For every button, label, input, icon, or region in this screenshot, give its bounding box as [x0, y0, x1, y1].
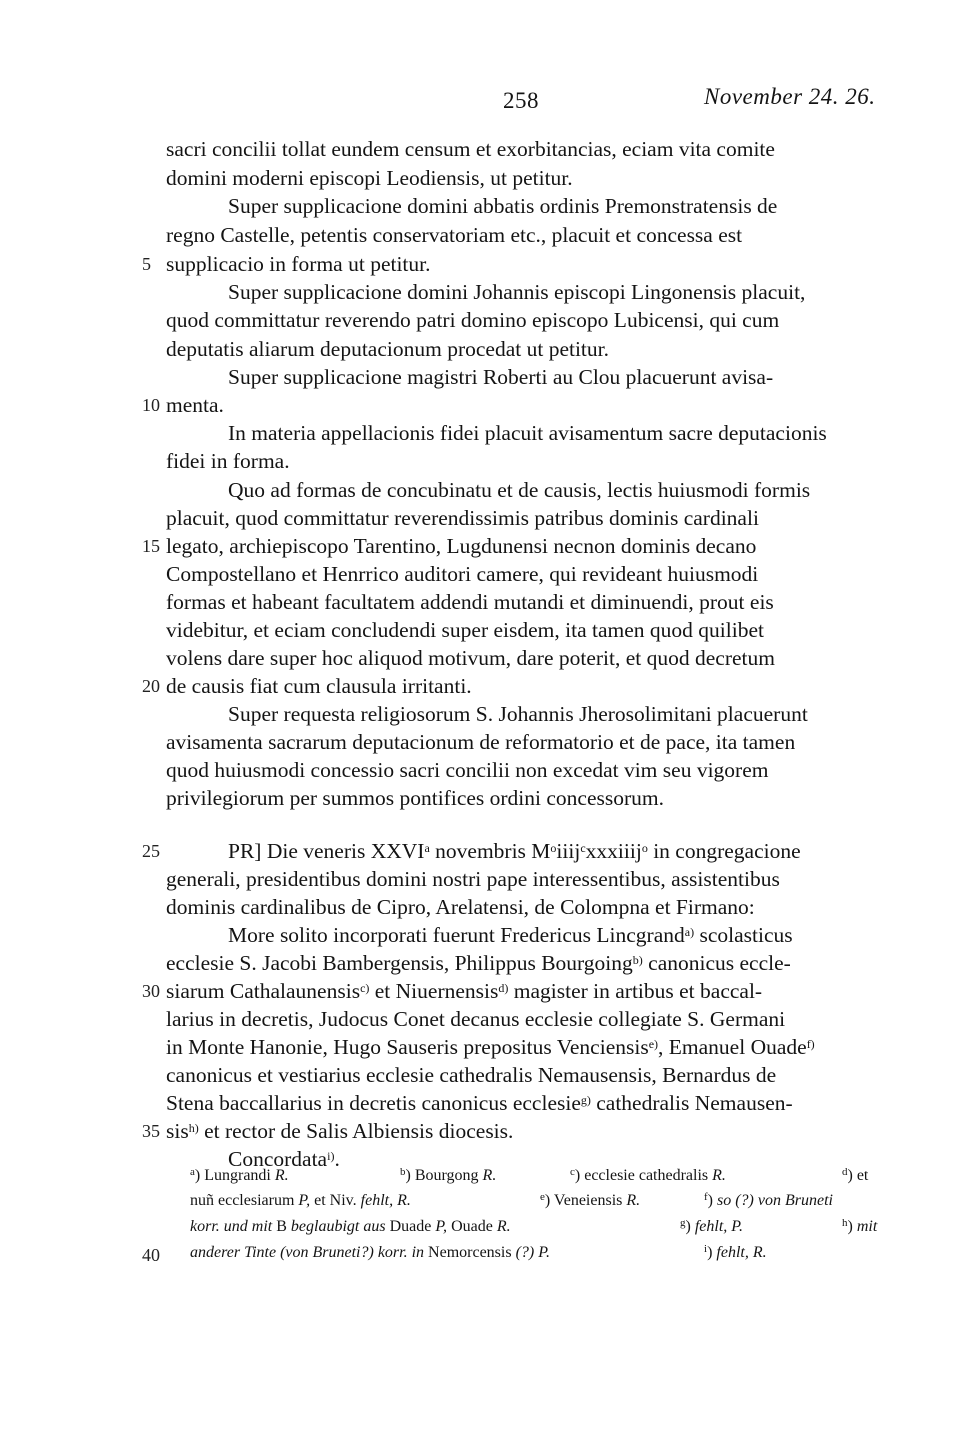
line-number: 35 — [142, 1121, 160, 1141]
text-line: avisamenta sacrarum deputacionum de reformatorio et de pace, ita tamen — [166, 730, 796, 754]
footnote-i: $^i$) fehlt, R. — [704, 1243, 767, 1261]
footnote-d: $^d$) et — [842, 1166, 869, 1184]
text-line: legato, archiepiscopo Tarentino, Lugdunensi necnon dominis decano — [166, 534, 757, 558]
text-line: Compostellano et Henrrico auditori camere, qui revideant huiusmodi — [166, 562, 759, 586]
line-number: 5 — [142, 254, 151, 274]
text-line: generali, presidentibus domini nostri pape interessentibus, assistentibus — [166, 867, 780, 891]
footnote-h: $^h$) mit — [842, 1217, 878, 1235]
text-line: privilegiorum per summos pontifices ordini concessorum. — [166, 786, 664, 810]
text-line: quod huiusmodi concessio sacri concilii non excedat vim seu vigorem — [166, 758, 769, 782]
text-line: sis$^{h)}$ et rector de Salis Albiensis diocesis. — [166, 1119, 514, 1143]
text-line: In materia appellacionis fidei placuit avisamentum sacre deputacionis — [228, 421, 827, 445]
text-line: canonicus et vestiarius ecclesie cathedralis Nemausensis, Bernardus de — [166, 1063, 777, 1087]
page-header — [0, 84, 960, 124]
text-line: videbitur, et eciam concludendi super eisdem, ita tamen quod quilibet — [166, 618, 764, 642]
text-line: Concordata$^{i)}$. — [228, 1147, 340, 1171]
text-line: Quo ad formas de concubinatu et de causis, lectis huiusmodi formis — [228, 478, 811, 502]
footnote-e: $^e$) Veneiensis R. — [540, 1191, 641, 1209]
line-number: 10 — [142, 395, 160, 415]
line-number: 25 — [142, 841, 160, 861]
line-number: 20 — [142, 676, 160, 696]
text-line: sacri concilii tollat eundem censum et exorbitancias, eciam vita comite — [166, 137, 775, 161]
session-heading-line: PR] Die veneris XXVI$^a$ novembris $M^oiiij^cxxxiiij^o$ in congregacione — [228, 839, 801, 863]
footnote-c: $^c$) ecclesie cathedralis R. — [570, 1166, 726, 1184]
text-line: menta. — [166, 393, 224, 417]
text-line: Super supplicacione domini abbatis ordinis Premonstratensis de — [228, 194, 778, 218]
footnote-f: $^f$) so (?) von Bruneti — [704, 1191, 833, 1209]
footnote-d-continued: nuñ ecclesiarum P, et Niv. fehlt, R. — [190, 1192, 411, 1209]
footnote-a: $^a$) Lungrandi R. — [190, 1166, 289, 1184]
text-line: ecclesie S. Jacobi Bambergensis, Philippus Bourgoing$^{b)}$ canonicus eccle- — [166, 951, 791, 975]
text-line: domini moderni episcopi Leodiensis, ut petitur. — [166, 166, 573, 190]
text-line: regno Castelle, petentis conservatoriam etc., placuit et concessa est — [166, 223, 743, 247]
text-line: volens dare super hoc aliquod motivum, dare poterit, et quod decretum — [166, 646, 775, 670]
footnote-f-continued: korr. und mit B beglaubigt aus Duade P, Ouade R. — [190, 1218, 511, 1235]
page-number: 258 — [503, 88, 539, 113]
text-line: Super supplicacione magistri Roberti au Clou placuerunt avisa- — [228, 365, 774, 389]
text-line: supplicacio in forma ut petitur. — [166, 252, 431, 276]
text-line: siarum Cathalaunensis$^{c)}$ et Niuernensis$^{d)}$ magister in artibus et baccal- — [166, 979, 763, 1003]
text-line: dominis cardinalibus de Cipro, Arelatensi, de Colompna et Firmano: — [166, 895, 755, 919]
text-line: Super supplicacione domini Johannis episcopi Lingonensis placuit, — [228, 280, 806, 304]
text-line: placuit, quod committatur reverendissimis patribus dominis cardinali — [166, 506, 759, 530]
line-number: 40 — [142, 1245, 160, 1265]
text-line: Super requesta religiosorum S. Johannis Jherosolimitani placuerunt — [228, 702, 808, 726]
text-line: quod committatur reverendo patri domino episcopo Lubicensi, qui cum — [166, 308, 780, 332]
text-line: Stena baccallarius in decretis canonicus ecclesie$^{g)}$ cathedralis Nemausen- — [166, 1091, 793, 1115]
text-line: larius in decretis, Judocus Conet decanus ecclesie collegiate S. Germani — [166, 1007, 786, 1031]
running-head: November 24. 26. — [704, 84, 876, 109]
text-line: deputatis aliarum deputacionum procedat ut petitur. — [166, 337, 610, 361]
text-line: de causis fiat cum clausula irritanti. — [166, 674, 472, 698]
footnote-b: $^b$) Bourgong R. — [400, 1166, 497, 1184]
line-number: 15 — [142, 536, 160, 556]
footnote-g: $^g$) fehlt, P. — [680, 1217, 743, 1235]
text-line: fidei in forma. — [166, 449, 290, 473]
text-line: More solito incorporati fuerunt Fredericus Lincgrand$^{a)}$ scolasticus — [228, 923, 793, 947]
line-number: 30 — [142, 981, 160, 1001]
text-line: formas et habeant facultatem addendi mutandi et diminuendi, prout eis — [166, 590, 774, 614]
footnote-h-continued: anderer Tinte (von Bruneti?) korr. in Nemorcensis (?) P. — [190, 1244, 550, 1261]
text-line: in Monte Hanonie, Hugo Sauseris prepositus Venciensis$^{e)}$, Emanuel Ouade$^{f)}$ — [166, 1035, 815, 1059]
